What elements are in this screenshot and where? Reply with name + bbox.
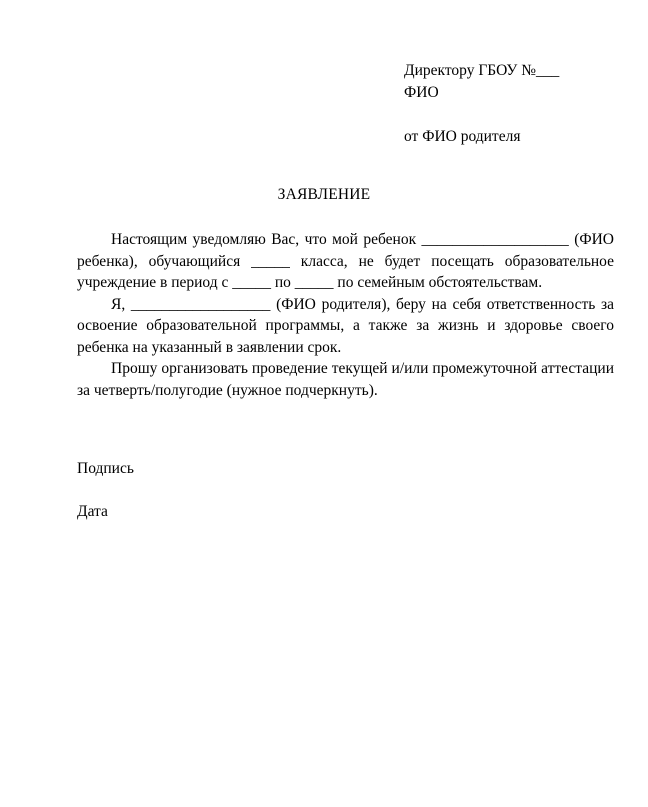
paragraph-notice: Настоящим уведомляю Вас, что мой ребенок ___________________ (ФИО ребенка), обучающийся _____ класса, не будет посещать образовательное учреждение в период с _____ по _____ по семейным обстоятельствам. bbox=[77, 231, 614, 291]
paragraph-request: Прошу организовать проведение текущей и/или промежуточной аттестации за четверть/полугодие (нужное подчеркнуть). bbox=[77, 360, 614, 399]
document-body bbox=[77, 229, 614, 401]
addressee-fio: ФИО bbox=[404, 84, 439, 101]
sender-line: от ФИО родителя bbox=[404, 128, 521, 145]
addressee-director: Директору ГБОУ №___ bbox=[404, 62, 560, 79]
document-title: ЗАЯВЛЕНИЕ bbox=[277, 186, 371, 203]
date-label: Дата bbox=[77, 503, 108, 520]
signature-label: Подпись bbox=[77, 460, 134, 477]
addressee-block bbox=[404, 60, 634, 148]
paragraph-responsibility: Я, __________________ (ФИО родителя), беру на себя ответственность за освоение образовательной программы, а также за жизнь и здоровье своего ребенка на указанный в заявлении срок. bbox=[77, 295, 614, 356]
addressee-spacer bbox=[404, 104, 634, 126]
